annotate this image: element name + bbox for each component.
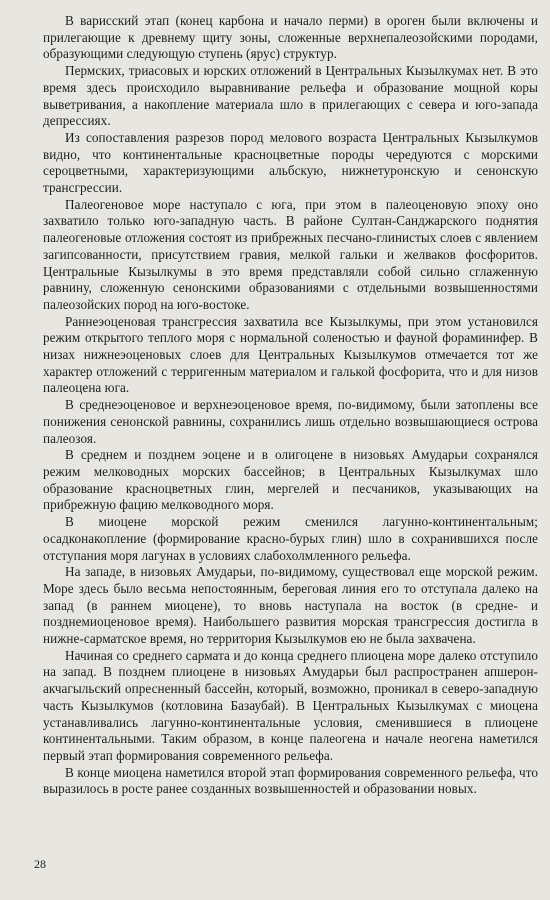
page-text-body [43, 13, 538, 798]
paragraph-early-eocene-transgression: Раннеэоценовая трансгрессия захватила все Кызылкумы, при этом установился режим открытого теплого моря с нормальной соленостью и фауной фораминифер. В низах нижнеэоценовых слоев для Центральных Кызылкумов отмечается тот же характер отложений с терригенным материалом и галькой фосфорита, что и для низов палеоцена юга. [43, 313, 538, 396]
paragraph-eocene-oligocene: В среднем и позднем эоцене и в олигоцене в низовьях Амударьи сохранялся режим мелководных морских бассейнов; в Центральных Кызылкумах шло образование красноцветных глин, мергелей и песчаников, указывающих на прибрежную фацию мелководного моря. [43, 447, 538, 513]
paragraph-late-miocene-second-stage: В конце миоцена наметился второй этап формирования современного рельефа, что выразилось в росте ранее созданных возвышенностей и образовании новых. [43, 764, 538, 797]
paragraph-cretaceous-sections: Из сопоставления разрезов пород мелового возраста Центральных Кызылкумов видно, что континентальные красноцветные породы чередуются с морскими сероцветными, характеризующими альбскую, нижнетуронскую и сенонскую трансгрессии. [43, 129, 538, 196]
paragraph-western-amudarya: На западе, в низовьях Амударьи, по-видимому, существовал еще морской режим. Море здесь было весьма непостоянным, береговая линия его то отступала далеко на запад (в раннем миоцене), то вновь наступала на восток (в средне- и позднемиоценовое время). Наибольшего развития морская трансгрессия достигла в нижне-сарматское время, но территория Кызылкумов ею не была захвачена. [43, 564, 538, 647]
paragraph-miocene-regime: В миоцене морской режим сменился лагунно-континентальным; осадконакопление (формирование красно-бурых глин) шло в сохранившихся после отступания моря лагунах в условиях слабохолмленного рельефа. [43, 514, 538, 563]
paragraph-variscan-stage: В варисский этап (конец карбона и начало перми) в ороген были включены и прилегающие к древнему щиту зоны, сложенные верхнепалеозойскими породами, образующими следующую ступень (ярус) структур. [43, 13, 538, 62]
paragraph-paleogene-sea: Палеогеновое море наступало с юга, при этом в палеоценовую эпоху оно захватило только юго-западную часть. В районе Султан-Санджарского поднятия палеогеновые отложения состоят из прибрежных песчано-глинистых слоев с явлением загипсованности, присутствием гравия, мелкой гальки и желваков фосфоритов. Центральные Кызылкумы в это время представляли собой сильно сглаженную равнину, сложенную сенонскими образованиями с отдельными возвышенностями палеозойских пород на юго-востоке. [43, 196, 538, 312]
paragraph-sarmatian-pliocene: Начиная со среднего сармата и до конца среднего плиоцена море далеко отступило на запад. В позднем плиоцене в низовьях Амударьи был распространен апшерон-акчагыльский опресненный бассейн, который, возможно, проникал в северо-западную часть Кызылкумов (котловина Базаубай). В Центральных Кызылкумах с миоцена устанавливались лагунно-континентальные условия, сменившиеся в плиоцене континентальными. Таким образом, в конце палеогена и начале неогена наметился первый этап формирования современного рельефа. [43, 647, 538, 763]
page-number: 28 [34, 857, 46, 871]
paragraph-permian-triassic-jurassic: Пермских, триасовых и юрских отложений в Центральных Кызылкумах нет. В это время здесь происходило выравнивание рельефа и образование мощной коры выветривания, а накопление материала шло в прилегающих с севера и юго-запада депрессиях. [43, 63, 538, 129]
paragraph-middle-upper-eocene: В среднеэоценовое и верхнеэоценовое время, по-видимому, были затоплены все понижения сенонской равнины, сохранились лишь отдельно возвышающиеся острова палеозоя. [43, 397, 538, 446]
